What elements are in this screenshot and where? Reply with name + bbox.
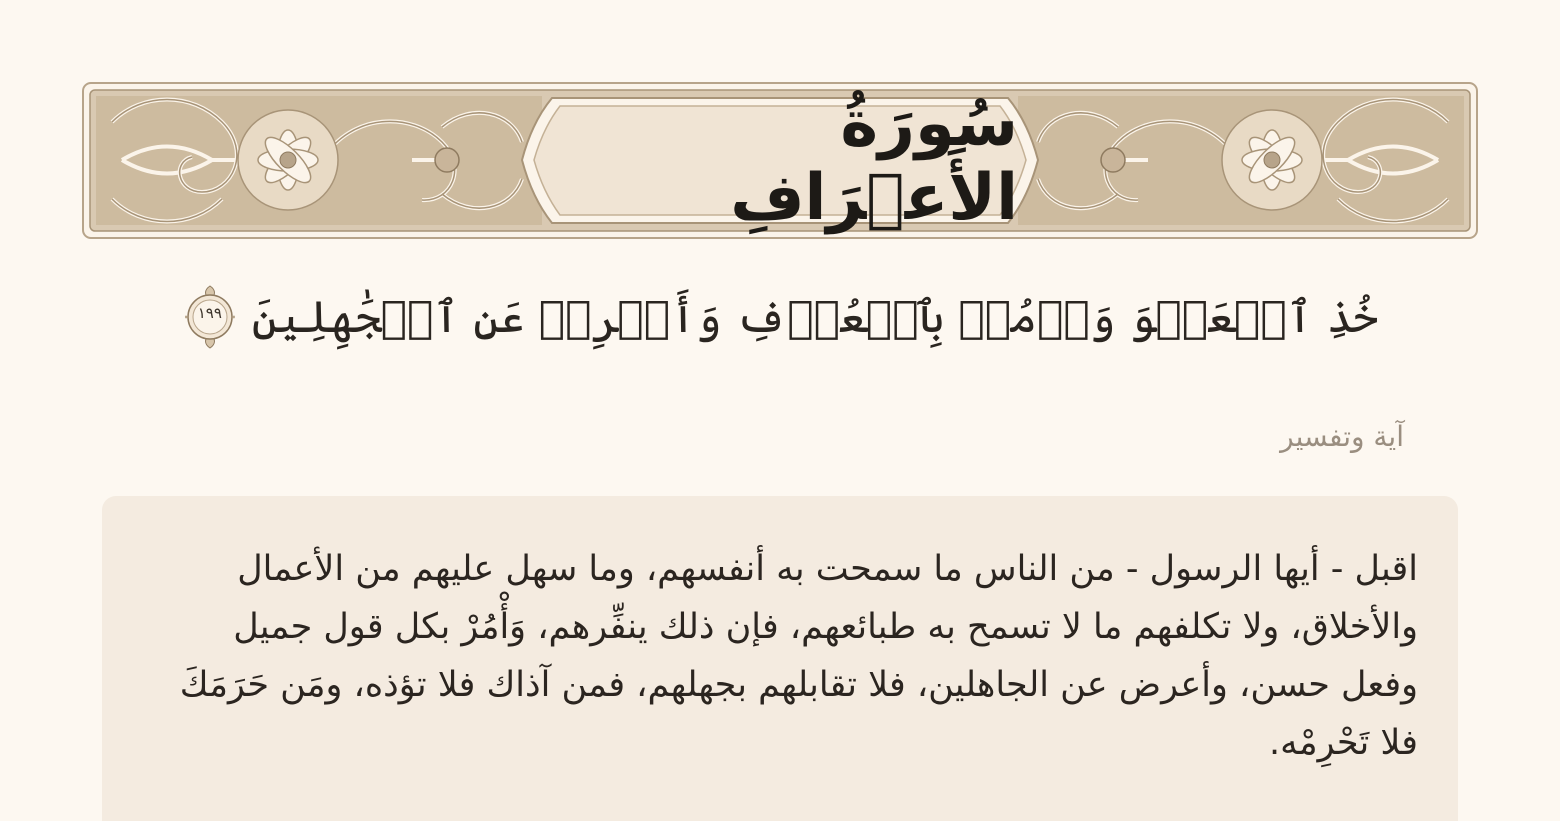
tafsir-text: اقبل - أيها الرسول - من الناس ما سمحت به أنفسهم، وما سهل عليهم من الأعمال والأخلاق، ولا تكلفهم ما لا تسمح به طبائعهم، فإن ذلك ينفِّرهم، وَأْمُرْ بكل قول جميل وفعل حسن، وأعرض عن الجاهلين، فلا تقابلهم بجهلهم، فمن آذاك فلا تؤذه، ومَن حَرَمَكَ فلا تَحْرِمْه. <box>179 549 1418 763</box>
surah-header-banner <box>82 82 1478 239</box>
left-floral-ornament-icon <box>96 96 542 225</box>
right-floral-ornament-icon <box>1018 96 1464 225</box>
ayah-text: خُذِ ٱلۡعَفۡوَ وَأۡمُرۡ بِٱلۡعُرۡفِ وَأَعۡرِضۡ عَنِ ٱلۡجَٰهِلِينَ <box>251 291 1379 343</box>
surah-title: سُورَةُ الأَعۡرَافِ <box>730 86 1018 235</box>
ayah-number: ١٩٩ <box>197 304 222 322</box>
ayah-verse[interactable] <box>197 262 1379 372</box>
tafsir-card <box>102 496 1458 821</box>
ayah-end-marker-icon <box>182 284 238 350</box>
section-label: آية وتفسير <box>1280 420 1404 453</box>
